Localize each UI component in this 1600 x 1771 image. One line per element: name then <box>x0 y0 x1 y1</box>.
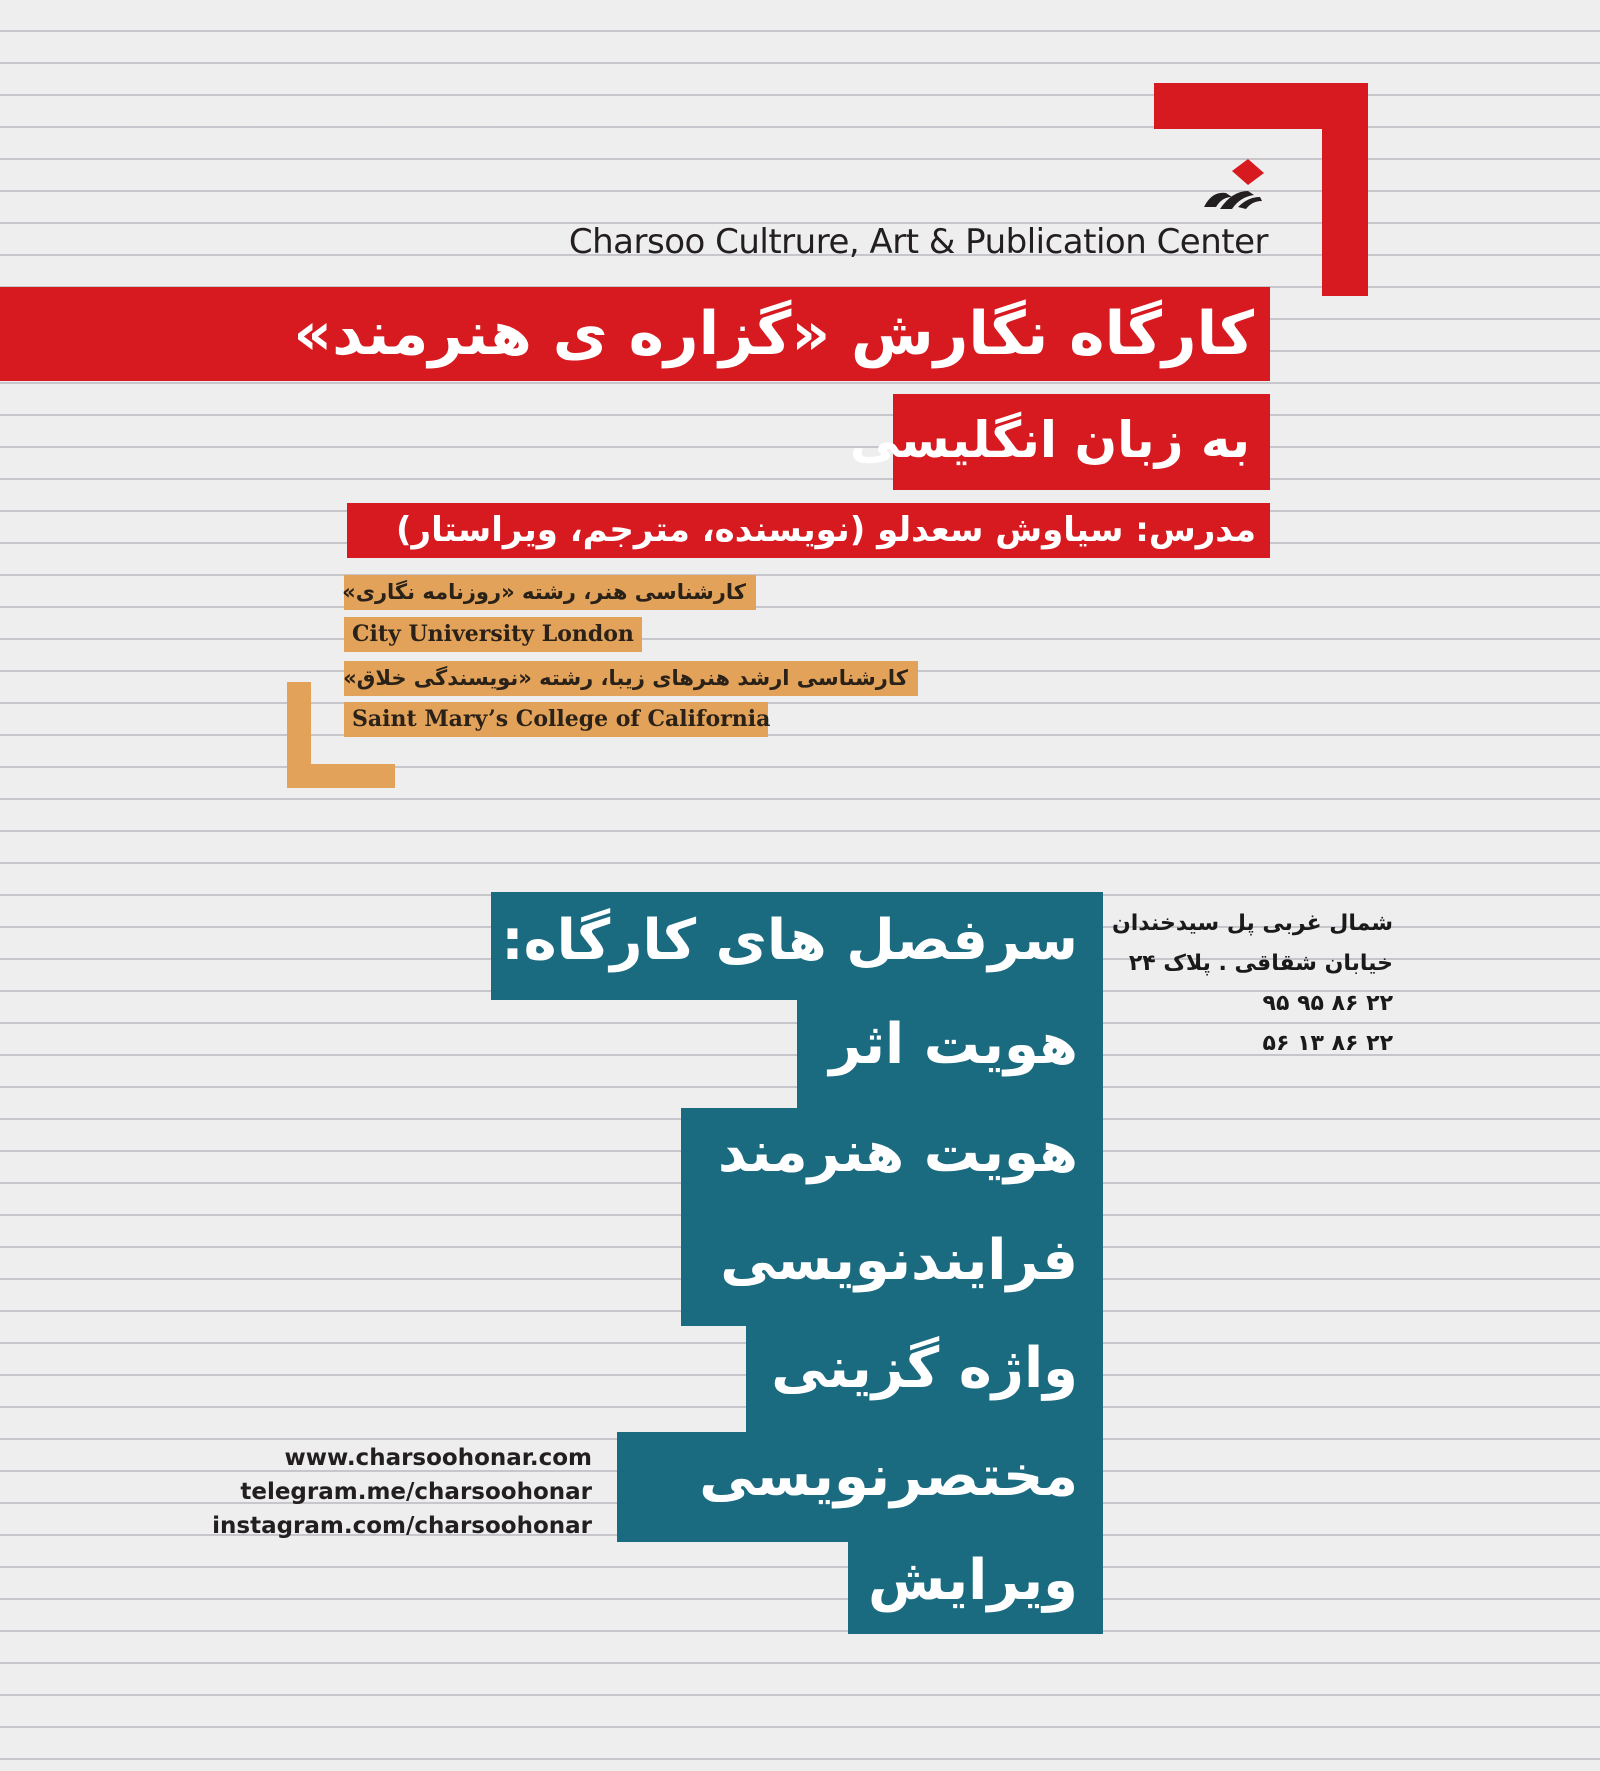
topic-item: ویرایش <box>867 1548 1078 1613</box>
organization-name: Charsoo Cultrure, Art & Publication Center <box>568 222 1268 262</box>
address-block <box>1111 904 1393 1064</box>
credential-master: کارشناسی ارشد هنرهای زیبا، رشته «نویسندگی خلاق» <box>344 661 918 696</box>
topic-item: واژه گزینی <box>771 1336 1078 1401</box>
address-line-1: شمال غربی پل سیدخندان <box>1111 911 1393 936</box>
charsoo-logo-icon <box>1198 157 1270 215</box>
instagram-link[interactable]: instagram.com/charsoohonar <box>212 1513 592 1539</box>
topic-item: هویت هنرمند <box>717 1120 1078 1185</box>
website-link[interactable]: www.charsoohonar.com <box>284 1445 592 1471</box>
credential-bachelor-university: City University London <box>344 617 642 652</box>
topic-item: مختصرنویسی <box>699 1444 1078 1509</box>
phone-number-1: ۲۲ ۸۶ ۹۵ ۹۵ <box>1262 991 1393 1016</box>
orange-bracket-horizontal <box>287 764 395 788</box>
topics-heading: سرفصل های کارگاه: <box>501 908 1078 973</box>
instructor-label: مدرس: سیاوش سعدلو (نویسنده، مترجم، ویراستار) <box>347 503 1270 558</box>
red-frame-right <box>1322 83 1368 296</box>
telegram-link[interactable]: telegram.me/charsoohonar <box>240 1479 592 1505</box>
phone-number-2: ۲۲ ۸۶ ۱۳ ۵۶ <box>1262 1031 1393 1056</box>
credential-master-university: Saint Mary’s College of California <box>344 702 768 737</box>
workshop-title: کارگاه نگارش «گزاره ی هنرمند» <box>0 287 1270 381</box>
topic-item: فرایندنویسی <box>720 1228 1078 1293</box>
contact-links <box>212 1441 592 1543</box>
address-line-2: خیابان شقاقی . پلاک ۲۴ <box>1128 951 1393 976</box>
workshop-subtitle: به زبان انگلیسی <box>893 394 1270 490</box>
topic-item: هویت اثر <box>829 1012 1078 1077</box>
credential-bachelor: کارشناسی هنر، رشته «روزنامه نگاری» <box>344 575 756 610</box>
